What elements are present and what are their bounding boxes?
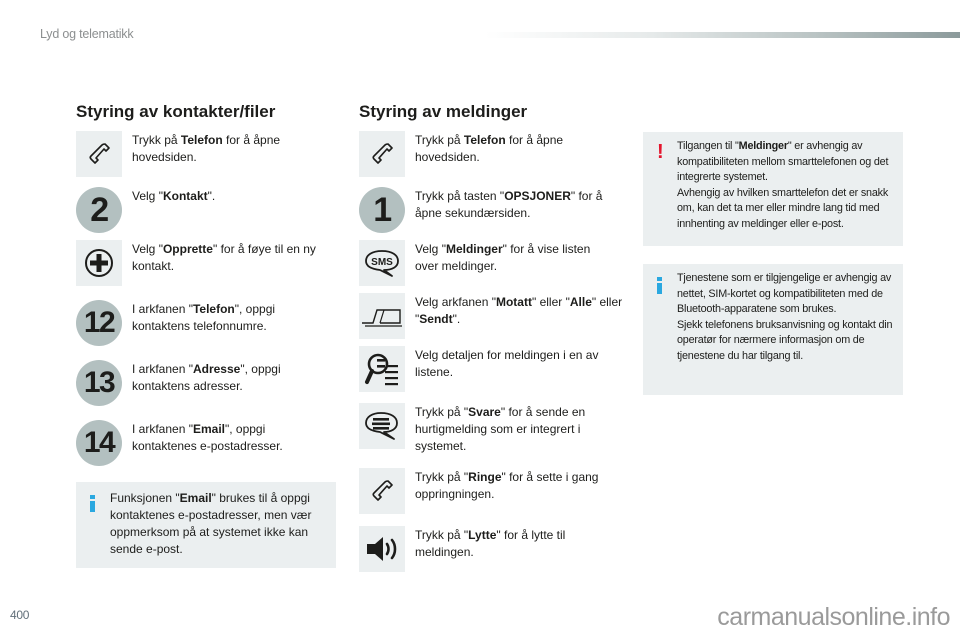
step-number-badge: 13 xyxy=(76,360,122,406)
sms-bubble-icon xyxy=(359,240,405,286)
step-number-badge: 1 xyxy=(359,187,405,233)
contacts-step-5-text: I arkfanen "Adresse", oppgi kontaktens adresser. xyxy=(132,362,281,393)
messages-section-title: Styring av meldinger xyxy=(359,102,528,121)
messages-step-6 xyxy=(359,403,625,455)
messages-step-1 xyxy=(359,131,615,177)
tab-icon xyxy=(359,293,405,339)
email-info-note-text: Funksjonen "Email" brukes til å oppgi kontaktenes e-postadresser, men vær oppmerksom på at systemet ikke kan sende e-post. xyxy=(110,491,312,556)
messages-step-4 xyxy=(359,293,625,339)
plus-circle-icon xyxy=(76,240,122,286)
chapter-label: Lyd og telematikk xyxy=(40,27,134,41)
info-icon xyxy=(90,495,95,512)
contacts-step-3-text: Velg "Opprette" for å føye til en ny kontakt. xyxy=(132,242,316,273)
magnifier-list-icon xyxy=(359,346,405,392)
speaker-icon xyxy=(359,526,405,572)
contacts-step-4 xyxy=(76,300,322,346)
messages-step-3 xyxy=(359,240,615,286)
contacts-step-2 xyxy=(76,187,322,233)
info-icon xyxy=(657,277,662,294)
header-gradient-bar xyxy=(485,32,960,38)
watermark: carmanualsonline.info xyxy=(717,603,950,631)
contacts-step-1 xyxy=(76,131,292,177)
messages-step-8 xyxy=(359,526,615,572)
messages-step-1-text: Trykk på Telefon for å åpne hovedsiden. xyxy=(415,133,564,164)
contacts-step-1-text: Trykk på Telefon for å åpne hovedsiden. xyxy=(132,133,281,164)
messages-step-7 xyxy=(359,468,625,514)
contacts-step-6 xyxy=(76,420,322,466)
messages-step-2-text: Trykk på tasten "OPSJONER" for å åpne sekundærsiden. xyxy=(415,189,603,220)
messages-step-5-text: Velg detaljen for meldingen i en av listene. xyxy=(415,348,599,379)
messages-step-7-text: Trykk på "Ringe" for å sette i gang oppringningen. xyxy=(415,470,599,501)
contacts-step-3 xyxy=(76,240,332,286)
step-number-badge: 14 xyxy=(76,420,122,466)
phone-handset-icon xyxy=(76,131,122,177)
warning-icon: ! xyxy=(657,141,664,163)
messages-step-4-text: Velg arkfanen "Motatt" eller "Alle" eller "Sendt". xyxy=(415,295,623,326)
phone-handset-icon xyxy=(359,131,405,177)
contacts-section-title: Styring av kontakter/filer xyxy=(76,102,276,121)
contacts-step-4-text: I arkfanen "Telefon", oppgi kontaktens telefonnumre. xyxy=(132,302,276,333)
messages-warning-note-text: Tilgangen til "Meldinger" er avhengig av kompatibiliteten mellom smarttelefonen og det integrerte systemet. Avhengig av hvilken smarttelefon det er snakk om, kan det ta mer eller mindre lang tid med innhenting av meldinger eller e-post. xyxy=(677,140,889,230)
messages-step-2 xyxy=(359,187,625,233)
messages-step-8-text: Trykk på "Lytte" for å lytte til meldingen. xyxy=(415,528,566,559)
message-bubble-icon xyxy=(359,403,405,449)
messages-warning-note xyxy=(643,132,903,246)
page-number: 400 xyxy=(10,608,30,622)
contacts-step-6-text: I arkfanen "Email", oppgi kontaktenes e-postadresser. xyxy=(132,422,283,453)
svg-text:SMS: SMS xyxy=(371,257,393,268)
messages-step-5 xyxy=(359,346,625,392)
messages-step-6-text: Trykk på "Svare" for å sende en hurtigmelding som er integrert i systemet. xyxy=(415,405,586,453)
services-info-note-text: Tjenestene som er tilgjengelige er avhengig av nettet, SIM-kortet og kompatibiliteten med de Bluetooth-apparatene som brukes. Sjekk telefonens bruksanvisning og kontakt din operatør for nærmere informasjon om de tjenestene du har tilgang til. xyxy=(677,272,893,362)
contacts-step-2-text: Velg "Kontakt". xyxy=(132,189,216,203)
step-number-badge: 12 xyxy=(76,300,122,346)
services-info-note xyxy=(643,264,903,395)
contacts-step-5 xyxy=(76,360,322,406)
email-info-note xyxy=(76,482,336,568)
phone-handset-icon xyxy=(359,468,405,514)
step-number-badge: 2 xyxy=(76,187,122,233)
messages-step-3-text: Velg "Meldinger" for å vise listen over meldinger. xyxy=(415,242,591,273)
